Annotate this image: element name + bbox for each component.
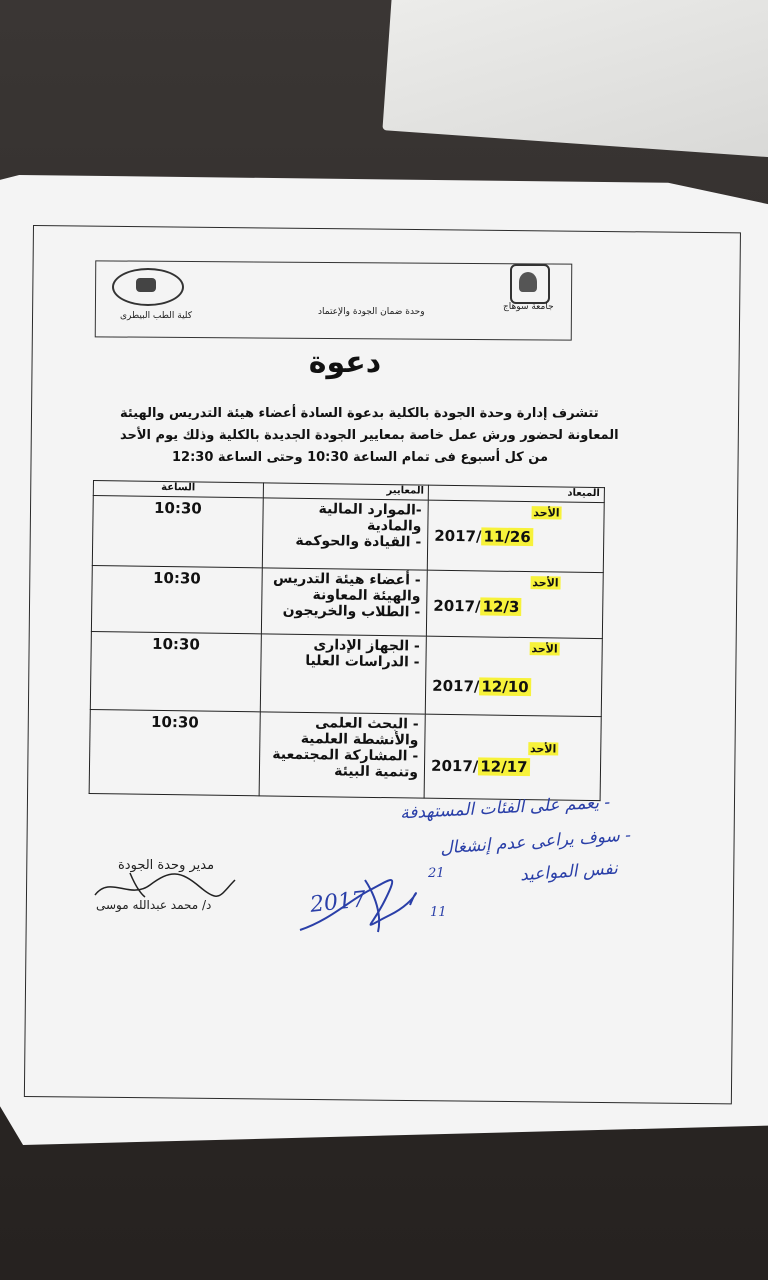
approval-signature-icon [290,860,440,940]
criteria-line: - الطلاب والخريجون [282,602,421,621]
criteria-cell [260,634,427,714]
faculty-logo-icon [112,268,184,306]
intro-line-1: تتشرف إدارة وحدة الجودة بالكلية بدعوة السادة أعضاء هيئة التدريس والهيئة [120,406,599,421]
page-title: دعوة [308,345,382,380]
criteria-cell [259,712,426,798]
header-date: الميعاد [428,485,604,502]
criteria-line: - البحث العلمى [315,715,419,733]
criteria-line: - الدراسات العليا [305,652,420,671]
criteria-line: -الموارد المالية [318,501,422,519]
header-criteria: المعايير [263,483,429,500]
criteria-line: والمادية [366,517,422,535]
intro-line-2: المعاونة لحضور ورش عمل خاصة بمعايير الجودة الجديدة بالكلية وذلك يوم الأحد [120,428,619,443]
table-row [91,565,603,638]
handwritten-note-3: نفس المواعيد [519,858,619,886]
handwritten-note-1: - يعمم على الفئات المستهدفة [399,792,611,824]
day-label: الأحد [532,576,559,590]
date-value: 2017/ 12/10 [432,676,529,697]
date-cell [426,570,603,638]
table-row [90,631,602,716]
faculty-name: كلية الطب البيطرى [120,311,193,321]
criteria-cell [262,498,428,570]
handwritten-note-2: - سوف يراعى عدم إنشغال [439,825,632,859]
criteria-line: والهيئة المعاونة [312,587,421,605]
time-cell: 10:30 [90,631,261,711]
criteria-cell [261,568,427,636]
signatory-role: مدير وحدة الجودة [118,858,215,873]
header-time: الساعة [93,481,263,498]
handwritten-date-month: 11 [430,905,447,920]
date-cell [425,636,602,716]
time-cell: 10:30 [89,709,260,795]
criteria-line: - القيادة والحوكمة [295,532,422,551]
date-cell [427,500,604,572]
handwritten-date-day: 21 [428,866,445,881]
time-cell: 10:30 [92,496,263,568]
time-cell: 10:30 [91,565,261,633]
criteria-line: وتنمية البيئة [334,763,419,781]
table-row [92,496,604,573]
criteria-line: - المشاركة المجتمعية [272,746,419,765]
intro-line-3: من كل أسبوع فى تمام الساعة 10:30 وحتى الساعة 12:30 [172,450,549,465]
signatory-name: د/ محمد عبدالله موسى [96,898,212,912]
university-logo-icon [510,264,550,304]
day-label: الأحد [531,642,558,656]
day-label: الأحد [529,741,557,755]
date-cell [424,714,601,800]
criteria-line: والأنشطة العلمية [300,730,419,749]
handwritten-date: 2017 [308,887,368,918]
date-value: 2017/ 12/3 [433,596,520,616]
day-label: الأحد [533,506,560,520]
schedule-table [89,480,605,801]
date-value: 2017/ 12/17 [430,756,528,776]
criteria-line: - الجهاز الإدارى [313,637,420,655]
table-row [89,709,601,800]
quality-unit-name: وحدة ضمان الجودة والإعتماد [318,307,425,317]
date-value: 2017/ 11/26 [434,526,531,547]
university-name: جامعة سوهاج [503,302,554,312]
criteria-line: - أعضاء هيئة التدريس [272,570,421,589]
